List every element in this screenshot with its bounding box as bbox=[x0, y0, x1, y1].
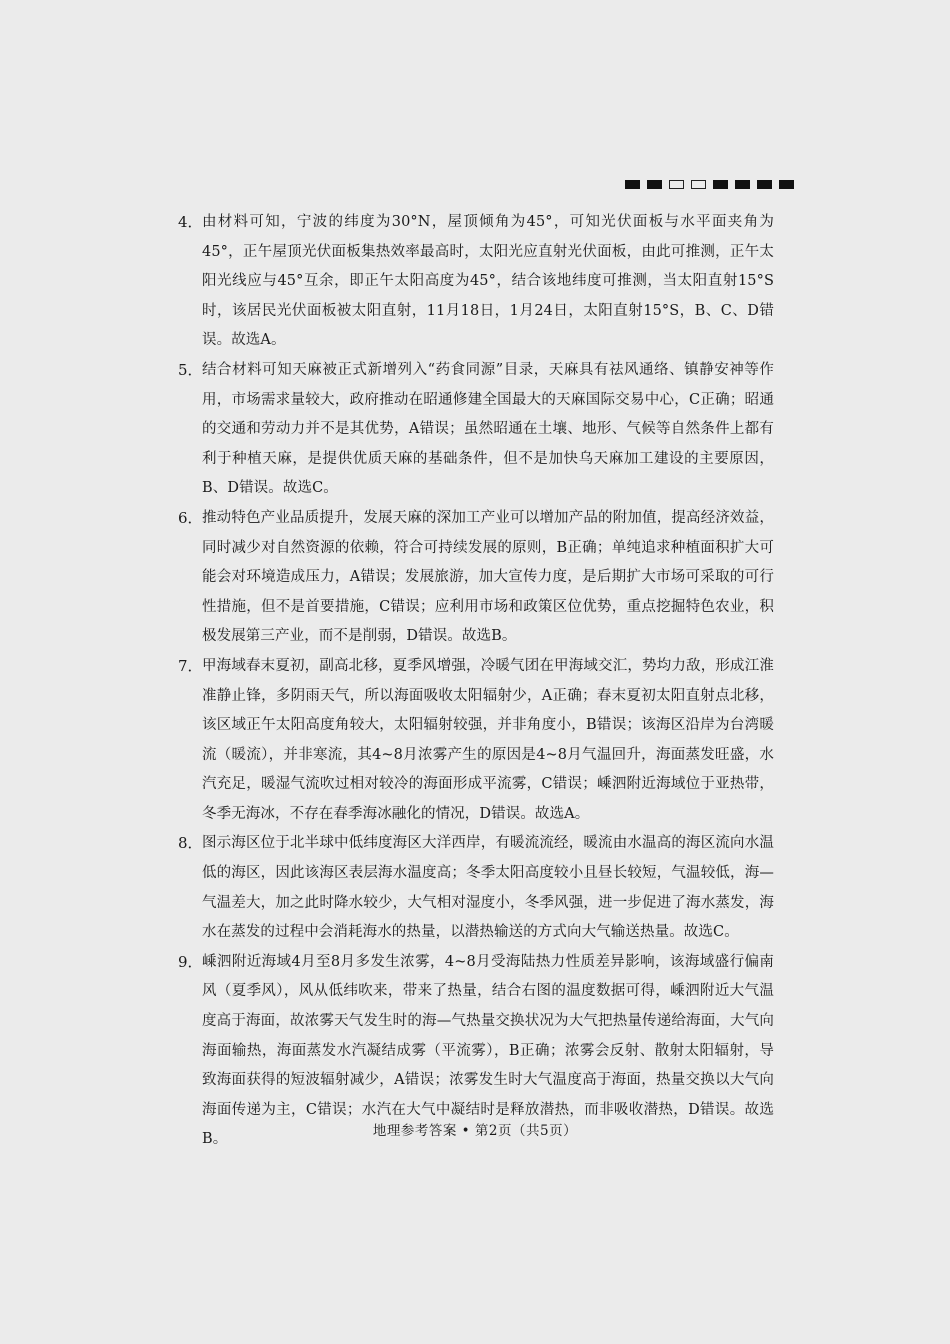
answer-number: 6． bbox=[178, 508, 203, 527]
header-mark-5 bbox=[713, 180, 728, 189]
header-mark-6 bbox=[735, 180, 750, 189]
header-marks bbox=[625, 180, 794, 189]
header-mark-3 bbox=[669, 180, 684, 189]
answer-number: 9． bbox=[178, 952, 203, 971]
answer-number: 7． bbox=[178, 656, 203, 675]
header-mark-8 bbox=[779, 180, 794, 189]
answer-item-7 bbox=[178, 652, 776, 830]
header-mark-2 bbox=[647, 180, 662, 189]
header-mark-4 bbox=[691, 180, 706, 189]
answer-text: 由材料可知，宁波的纬度为30°N，屋顶倾角为45°，可知光伏面板与水平面夹角为45°，正午屋顶光伏面板集热效率最高时，太阳光应直射光伏面板，由此可推测，正午太阳光线应与45°互余，即正午太阳高度为45°，结合该地纬度可推测，当太阳直射15°S时，该居民光伏面板被太阳直射，11月18日，1月24日，太阳直射15°S，B、C、D错误。故选A。 bbox=[202, 214, 774, 349]
answer-number: 5． bbox=[178, 360, 203, 379]
answer-list bbox=[178, 208, 776, 1155]
answer-text: 结合材料可知天麻被正式新增列入“药食同源”目录，天麻具有祛风通络、镇静安神等作用，市场需求量较大，政府推动在昭通修建全国最大的天麻国际交易中心，C正确；昭通的交通和劳动力并不是其优势，A错误；虽然昭通在土壤、地形、气候等自然条件上都有利于种植天麻，是提供优质天麻的基础条件，但不是加快乌天麻加工建设的主要原因，B、D错误。故选C。 bbox=[202, 361, 774, 497]
answer-text: 甲海域春末夏初，副高北移，夏季风增强，冷暖气团在甲海域交汇，势均力敌，形成江淮准静止锋，多阴雨天气，所以海面吸收太阳辐射少，A正确；春末夏初太阳直射点北移，该区域正午太阳高度角较大，太阳辐射较强，并非角度小，B错误；该海区沿岸为台湾暖流（暖流），并非寒流，其4~8月浓雾产生的原因是4~8月气温回升，海面蒸发旺盛，水汽充足，暖湿气流吹过相对较冷的海面形成平流雾，C错误；嵊泗附近海域位于亚热带，冬季无海冰，不存在春季海冰融化的情况，D错误。故选A。 bbox=[202, 657, 774, 822]
header-mark-7 bbox=[757, 180, 772, 189]
answer-text: 嵊泗附近海域4月至8月多发生浓雾，4~8月受海陆热力性质差异影响，该海域盛行偏南风（夏季风），风从低纬吹来，带来了热量，结合右图的温度数据可得，嵊泗附近大气温度高于海面，故浓雾天气发生时的海—气热量交换状况为大气把热量传递给海面，大气向海面输热，海面蒸发水汽凝结成雾（平流雾），B正确；浓雾会反射、散射太阳辐射，导致海面获得的短波辐射减少，A错误；浓雾发生时大气温度高于海面，热量交换以大气向海面传递为主，C错误；水汽在大气中凝结时是释放潜热，而非吸收潜热，D错误。故选B。 bbox=[202, 953, 774, 1148]
answer-item-4 bbox=[178, 208, 776, 356]
answer-number: 4． bbox=[178, 213, 203, 231]
page-footer: 地理参考答案 • 第2页（共5页） bbox=[372, 1123, 578, 1139]
answer-number: 8． bbox=[178, 834, 203, 853]
answer-item-5 bbox=[178, 356, 776, 504]
answer-item-6 bbox=[178, 504, 776, 652]
header-mark-1 bbox=[625, 180, 640, 189]
answer-text: 图示海区位于北半球中低纬度海区大洋西岸，有暖流流经，暖流由水温高的海区流向水温低的海区，因此该海区表层海水温度高；冬季太阳高度较小且昼长较短，气温较低，海—气温差大，加之此时降水较少，大气相对湿度小，冬季风强，进一步促进了海水蒸发，海水在蒸发的过程中会消耗海水的热量，以潜热输送的方式向大气输送热量。故选C。 bbox=[202, 835, 774, 941]
answer-text: 推动特色产业品质提升，发展天麻的深加工产业可以增加产品的附加值，提高经济效益，同时减少对自然资源的依赖，符合可持续发展的原则，B正确；单纯追求种植面积扩大可能会对环境造成压力，A错误；发展旅游，加大宣传力度，是后期扩大市场可采取的可行性措施，但不是首要措施，C错误；应利用市场和政策区位优势，重点挖掘特色农业，积极发展第三产业，而不是削弱，D错误。故选B。 bbox=[202, 509, 774, 645]
answer-item-8 bbox=[178, 829, 776, 947]
